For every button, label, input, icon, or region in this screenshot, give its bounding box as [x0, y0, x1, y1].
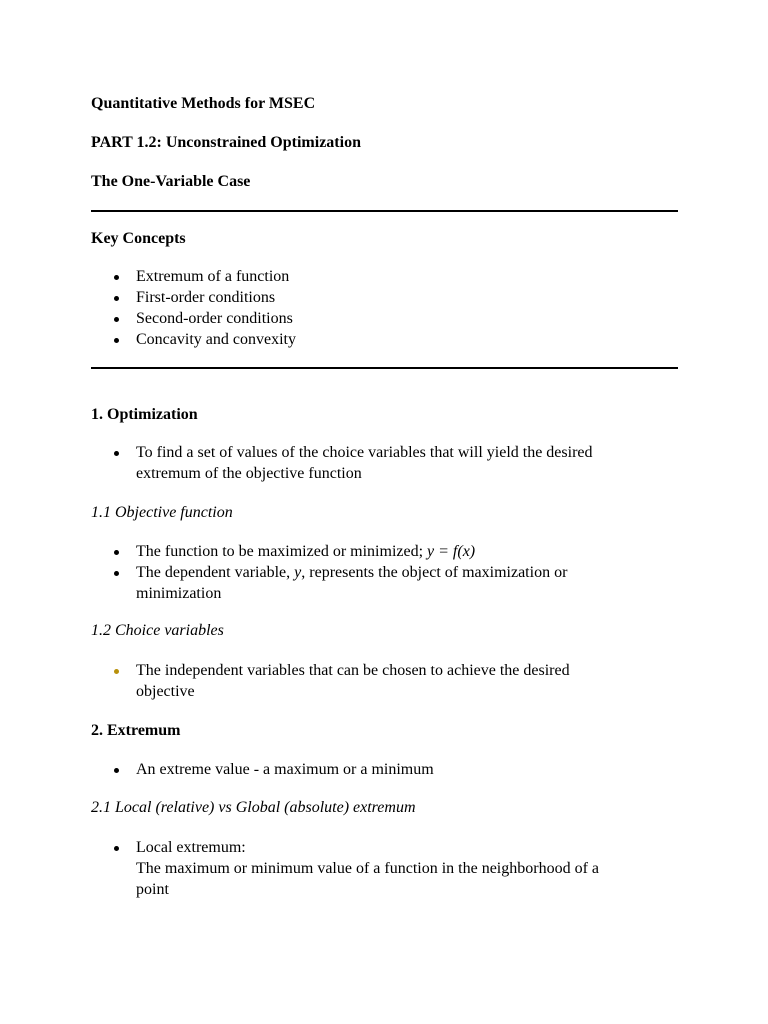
case-title: The One-Variable Case — [91, 173, 251, 190]
list-item-text-line2: minimization — [136, 585, 222, 602]
list-item-text-line3: point — [136, 881, 169, 898]
bullet-icon — [114, 846, 119, 851]
section-1-heading: 1. Optimization — [91, 406, 198, 423]
part-title: PART 1.2: Unconstrained Optimization — [91, 134, 361, 151]
list-item-text: First-order conditions — [136, 289, 276, 306]
list-item-text: Extremum of a function — [136, 268, 290, 285]
text-prefix: The function to be maximized or minimized; — [136, 543, 428, 560]
bullet-icon — [114, 768, 119, 773]
bullet-icon — [114, 669, 119, 674]
list-item-text-line2: objective — [136, 683, 195, 700]
bullet-icon — [114, 451, 119, 456]
list-item-text-line1 — [136, 562, 567, 583]
bullet-icon — [114, 296, 119, 301]
course-title: Quantitative Methods for MSEC — [91, 95, 316, 112]
math-variable: y — [294, 564, 302, 581]
bullet-icon — [114, 317, 119, 322]
key-concepts-heading: Key Concepts — [91, 230, 186, 247]
list-item-text — [136, 541, 475, 562]
bullet-icon — [114, 275, 119, 280]
list-item-text-line1: The independent variables that can be chosen to achieve the desired — [136, 662, 570, 679]
list-item-text-line2: extremum of the objective function — [136, 465, 362, 482]
subsection-1-2-heading: 1.2 Choice variables — [91, 622, 224, 639]
bullet-icon — [114, 338, 119, 343]
list-item-text-line2: The maximum or minimum value of a function in the neighborhood of a — [136, 860, 600, 877]
section-2-heading: 2. Extremum — [91, 722, 181, 739]
list-item-text: An extreme value - a maximum or a minimum — [136, 761, 434, 778]
divider-top — [91, 210, 678, 212]
bullet-icon — [114, 550, 119, 555]
list-item-text-line1: Local extremum: — [136, 839, 246, 856]
bullet-icon — [114, 571, 119, 576]
text-suffix: , represents the object of maximization or — [301, 564, 568, 581]
subsection-1-1-heading: 1.1 Objective function — [91, 504, 233, 521]
list-item-text-line1: To find a set of values of the choice variables that will yield the desired — [136, 444, 593, 461]
list-item-text: Concavity and convexity — [136, 331, 296, 348]
text-prefix: The dependent variable, — [136, 564, 295, 581]
divider-bottom — [91, 367, 678, 369]
math-expression: y = f(x) — [427, 543, 476, 560]
subsection-2-1-heading: 2.1 Local (relative) vs Global (absolute) extremum — [91, 799, 416, 816]
list-item-text: Second-order conditions — [136, 310, 293, 327]
